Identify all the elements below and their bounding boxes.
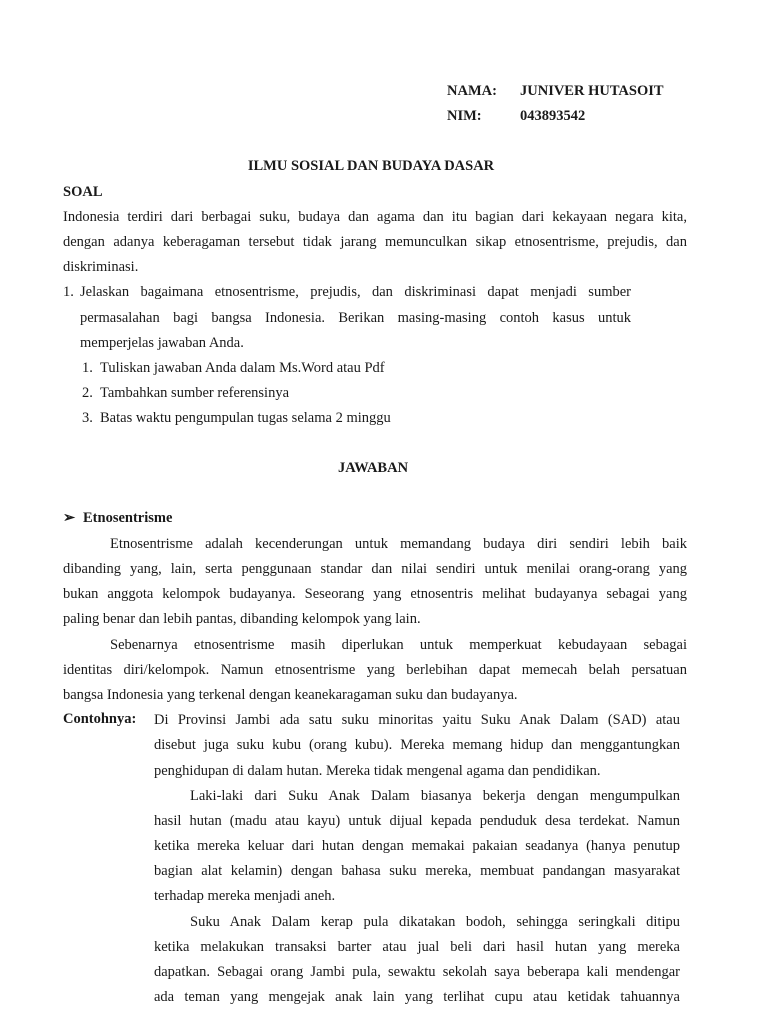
nama-label: NAMA: (447, 83, 497, 99)
instruction-number: 1. (82, 360, 93, 376)
arrow-bullet-icon: ➢ (63, 510, 76, 526)
question-line: Jelaskan bagaimana etnosentrisme, prejudis, dan diskriminasi dapat menjadi sumber (80, 284, 631, 300)
contoh-line: bagian alat kelamin) dengan bahasa suku mereka, membuat pandangan masyarakat (154, 863, 680, 879)
soal-line: dengan adanya keberagaman tersebut tidak jarang memunculkan sikap etnosentrisme, prejudis, dan (63, 234, 687, 250)
document-title: ILMU SOSIAL DAN BUDAYA DASAR (247, 158, 495, 174)
nim-label: NIM: (447, 108, 482, 124)
paragraph-line: Sebenarnya etnosentrisme masih diperlukan untuk memperkuat kebudayaan sebagai (110, 637, 687, 653)
contoh-line: ketika mereka keluar dari hutan dengan memakai pakaian seadanya (hanya penutup (154, 838, 680, 854)
soal-line: Indonesia terdiri dari berbagai suku, budaya dan agama dan itu bagian dari kekayaan negara kita, (63, 209, 687, 225)
question-line: permasalahan bagi bangsa Indonesia. Berikan masing-masing contoh kasus untuk (80, 310, 631, 326)
section-title: Etnosentrisme (83, 510, 173, 526)
contoh-line: ada teman yang mengejak anak lain yang terlihat cupu atau ketidak tahuannya (154, 989, 680, 1005)
contoh-label: Contohnya: (63, 711, 137, 727)
question-number: 1. (63, 284, 74, 300)
contoh-line: ketika melakukan transaksi barter atau jual beli dari hasil hutan yang mereka (154, 939, 680, 955)
contoh-line: penghidupan di dalam hutan. Mereka tidak mengenal agama dan pendidikan. (154, 763, 601, 779)
contoh-line: Suku Anak Dalam kerap pula dikatakan bodoh, sehingga seringkali ditipu (190, 914, 680, 930)
soal-heading: SOAL (63, 184, 103, 200)
contoh-line: terhadap mereka menjadi aneh. (154, 888, 336, 904)
paragraph-line: bukan anggota kelompok budayanya. Seseorang yang etnosentris melihat budayanya sebagai yang (63, 586, 687, 602)
contoh-line: Laki-laki dari Suku Anak Dalam biasanya bekerja dengan mengumpulkan (190, 788, 680, 804)
instruction-number: 2. (82, 385, 93, 401)
nim-value: 043893542 (520, 108, 586, 124)
paragraph-line: dibanding yang, lain, serta penggunaan standar dan nilai sendiri untuk menilai orang-orang yang (63, 561, 687, 577)
question-line: memperjelas jawaban Anda. (80, 335, 244, 351)
contoh-line: dapatkan. Sebagai orang Jambi pula, sewaktu sekolah saya beberapa kali mendengar (154, 964, 680, 980)
paragraph-line: identitas diri/kelompok. Namun etnosentrisme yang berlebihan dapat memecah belah persatuan (63, 662, 687, 678)
instruction-text: Tuliskan jawaban Anda dalam Ms.Word atau Pdf (100, 360, 385, 376)
contoh-line: hasil hutan (madu atau kayu) untuk dijual kepada penduduk desa terdekat. Namun (154, 813, 680, 829)
contoh-line: Di Provinsi Jambi ada satu suku minoritas yaitu Suku Anak Dalam (SAD) atau (154, 712, 680, 728)
paragraph-line: bangsa Indonesia yang terkenal dengan keanekaragaman suku dan budayanya. (63, 687, 518, 703)
paragraph-line: Etnosentrisme adalah kecenderungan untuk memandang budaya diri sendiri lebih baik (110, 536, 687, 552)
paragraph-line: paling benar dan lebih pantas, dibanding kelompok yang lain. (63, 611, 421, 627)
instruction-text: Batas waktu pengumpulan tugas selama 2 minggu (100, 410, 391, 426)
instruction-text: Tambahkan sumber referensinya (100, 385, 290, 401)
instruction-number: 3. (82, 410, 93, 426)
soal-line: diskriminasi. (63, 259, 139, 275)
jawaban-heading: JAWABAN (337, 460, 409, 476)
nama-value: JUNIVER HUTASOIT (520, 83, 664, 99)
contoh-line: disebut juga suku kubu (orang kubu). Mereka memang hidup dan menggantungkan (154, 737, 680, 753)
